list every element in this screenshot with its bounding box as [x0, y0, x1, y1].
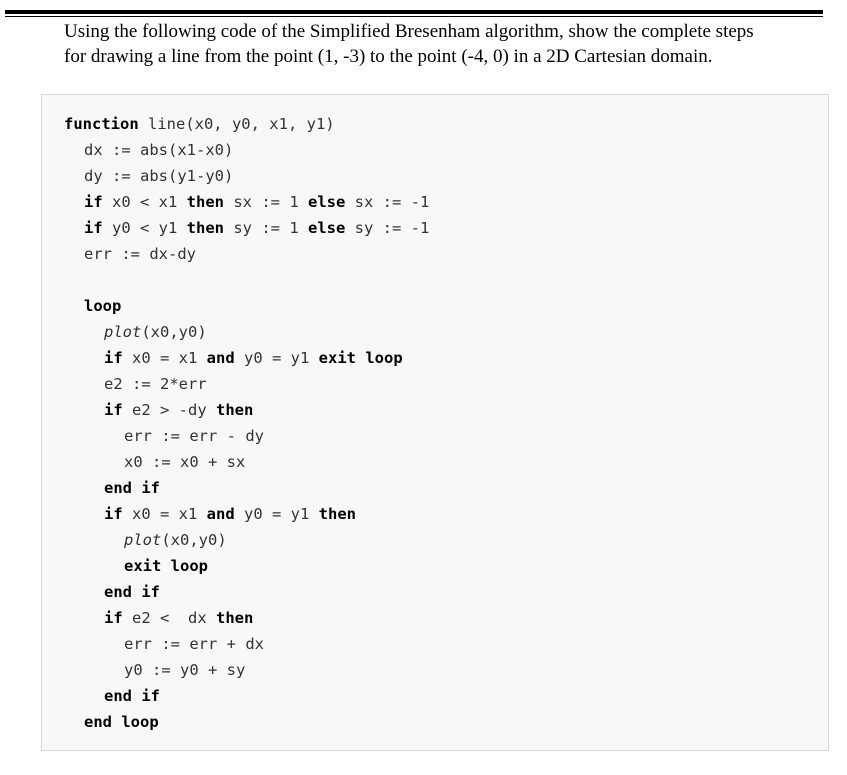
code-keyword: if — [84, 193, 103, 211]
code-keyword: loop — [84, 297, 122, 315]
code-keyword: exit loop — [124, 557, 208, 575]
code-token: x0 < x1 — [102, 193, 187, 211]
code-keyword: if — [84, 219, 103, 237]
code-line — [104, 371, 207, 397]
code-keyword: and — [206, 349, 235, 367]
code-line — [124, 657, 245, 683]
code-keyword: if — [104, 609, 123, 627]
code-line — [104, 345, 403, 371]
code-keyword: then — [318, 505, 356, 523]
code-token: err := err - dy — [124, 427, 264, 445]
code-keyword: if — [104, 401, 123, 419]
code-token: y0 < y1 — [102, 219, 187, 237]
code-line — [104, 579, 160, 605]
code-keyword: else — [308, 219, 346, 237]
code-line — [104, 501, 356, 527]
code-keyword: else — [308, 193, 346, 211]
code-token: y0 = y1 — [234, 505, 319, 523]
code-function-call: plot — [104, 323, 142, 341]
code-line — [84, 709, 159, 735]
code-token: x0 := x0 + sx — [124, 453, 246, 471]
code-token: sy := -1 — [345, 219, 430, 237]
code-token: (x0,y0) — [161, 531, 227, 549]
question-text — [64, 19, 808, 69]
code-keyword: if — [104, 349, 123, 367]
code-keyword: end if — [104, 687, 160, 705]
code-keyword: and — [206, 505, 235, 523]
code-keyword: end if — [104, 583, 160, 601]
code-keyword: then — [186, 193, 224, 211]
code-line — [64, 111, 335, 137]
code-function-call: plot — [124, 531, 162, 549]
code-line — [124, 527, 227, 553]
code-token: sx := -1 — [345, 193, 430, 211]
code-token: err := err + dx — [124, 635, 264, 653]
code-token: dy := abs(y1-y0) — [84, 167, 234, 185]
code-keyword: end if — [104, 479, 160, 497]
code-token: x0 = x1 — [122, 505, 207, 523]
code-line — [84, 241, 196, 267]
code-block — [41, 94, 829, 751]
top-rule-thin — [5, 16, 823, 17]
code-keyword: then — [186, 219, 224, 237]
code-line — [104, 605, 253, 631]
code-token: y0 := y0 + sy — [124, 661, 246, 679]
question-line-1: Using the following code of the Simplified Bresenham algorithm, show the complete steps — [64, 21, 754, 42]
code-line — [104, 683, 160, 709]
code-line — [104, 475, 160, 501]
code-line — [124, 553, 208, 579]
code-keyword: then — [216, 401, 254, 419]
code-token: y0 = y1 — [234, 349, 319, 367]
code-line — [84, 189, 429, 215]
top-rule-thick — [5, 10, 823, 14]
code-token: sx := 1 — [224, 193, 308, 211]
code-line — [84, 215, 429, 241]
question-line-2: for drawing a line from the point (1, -3) to the point (-4, 0) in a 2D Cartesian domain. — [64, 46, 713, 67]
code-keyword: function — [64, 115, 139, 133]
code-keyword: then — [216, 609, 254, 627]
code-token: e2 < dx — [122, 609, 216, 627]
code-line — [84, 293, 121, 319]
code-line — [104, 397, 253, 423]
code-line — [84, 163, 233, 189]
code-keyword: end loop — [84, 713, 159, 731]
code-line — [84, 137, 233, 163]
code-token: e2 := 2*err — [104, 375, 207, 393]
code-line — [104, 319, 207, 345]
code-line — [124, 423, 264, 449]
code-token: line(x0, y0, x1, y1) — [138, 115, 335, 133]
code-keyword: exit loop — [318, 349, 403, 367]
code-token: x0 = x1 — [122, 349, 207, 367]
code-keyword: if — [104, 505, 123, 523]
code-token: dx := abs(x1-x0) — [84, 141, 234, 159]
code-token: e2 > -dy — [122, 401, 216, 419]
code-line — [124, 449, 245, 475]
code-token: sy := 1 — [224, 219, 308, 237]
code-line — [124, 631, 264, 657]
code-token: (x0,y0) — [141, 323, 207, 341]
code-token: err := dx-dy — [84, 245, 196, 263]
